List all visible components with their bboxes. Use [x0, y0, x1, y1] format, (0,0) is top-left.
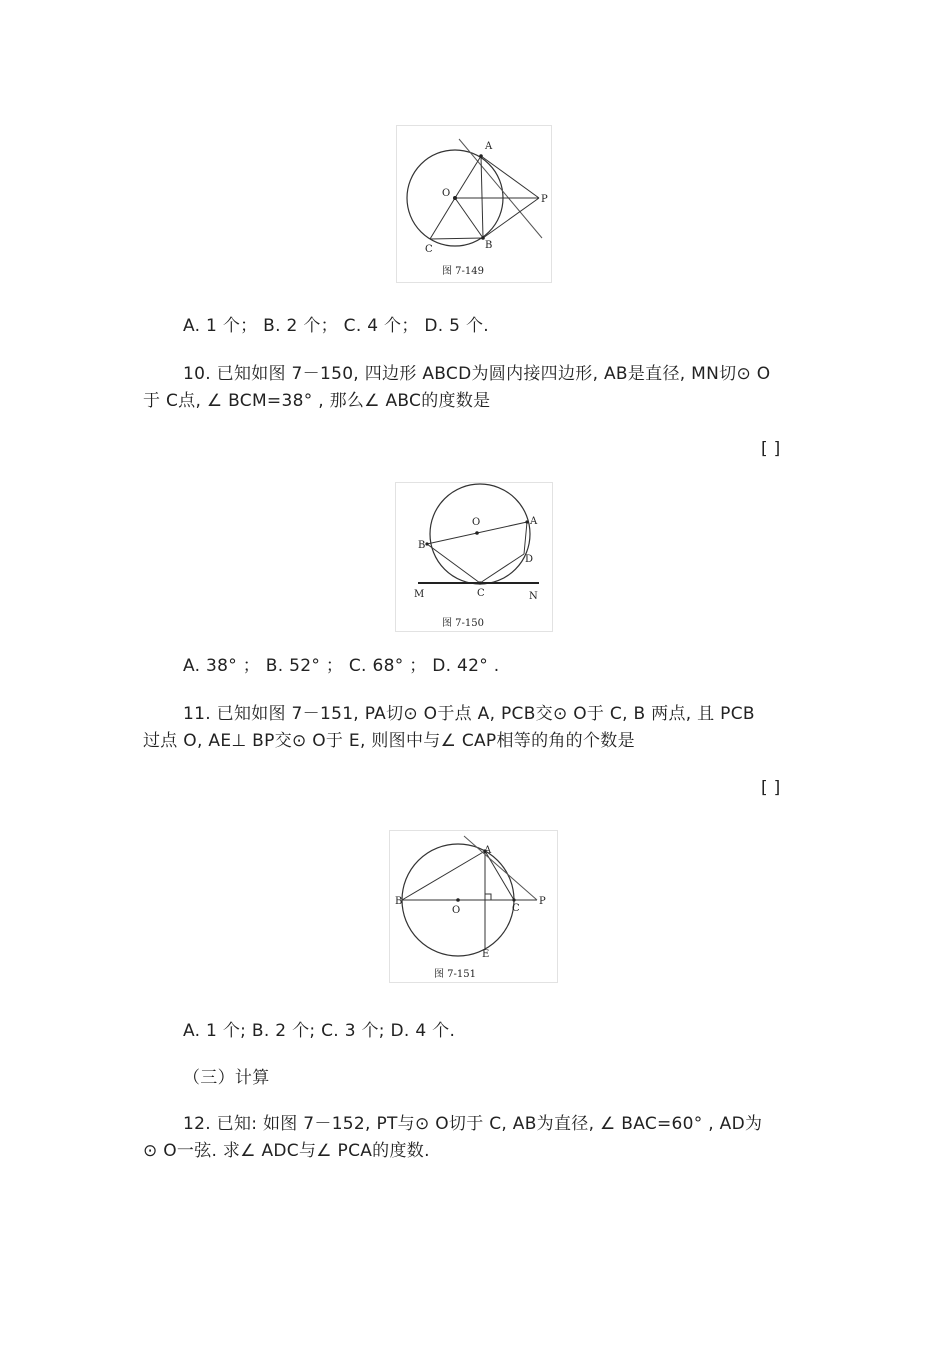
label-C: C: [512, 903, 520, 914]
figure-caption: 图 7-150: [442, 618, 485, 629]
figure-7-150: [395, 482, 553, 632]
label-B: B: [395, 896, 403, 907]
label-A: A: [530, 516, 538, 527]
figure-7-149-diagram: [397, 126, 551, 282]
answer-bracket: [ ]: [761, 778, 781, 798]
label-A: A: [485, 141, 493, 152]
section-heading: （三）计算: [183, 1068, 270, 1088]
figure-caption: 图 7-151: [434, 969, 477, 980]
question-11-options: A. 1 个; B. 2 个; C. 3 个; D. 4 个.: [183, 1021, 456, 1041]
question-10-options: A. 38° ； B. 52° ； C. 68° ； D. 42° .: [183, 656, 500, 676]
answer-bracket: [ ]: [761, 439, 781, 459]
label-P: P: [541, 194, 548, 205]
label-O: O: [452, 905, 461, 916]
label-M: M: [414, 589, 425, 600]
question-10-text-line-2: 于 C点, ∠ BCM=38° , 那么∠ ABC的度数是: [143, 391, 491, 411]
question-12-text-line-2: ⊙ O一弦. 求∠ ADC与∠ PCA的度数.: [143, 1141, 430, 1161]
label-E: E: [482, 949, 490, 960]
label-P: P: [539, 896, 546, 907]
label-N: N: [529, 591, 538, 602]
label-O: O: [472, 517, 481, 528]
label-C: C: [477, 588, 485, 599]
question-12-text-line-1: 12. 已知: 如图 7－152, PT与⊙ O切于 C, AB为直径, ∠ BAC=60° , AD为: [183, 1114, 763, 1134]
label-O: O: [442, 188, 451, 199]
figure-7-151-diagram: [390, 831, 557, 982]
label-B: B: [418, 540, 426, 551]
question-11-text-line-2: 过点 O, AE⊥ BP交⊙ O于 E, 则图中与∠ CAP相等的角的个数是: [143, 731, 635, 751]
figure-7-151: [389, 830, 558, 983]
figure-caption: 图 7-149: [442, 266, 485, 277]
label-D: D: [525, 554, 534, 565]
label-B: B: [485, 240, 493, 251]
question-10-text-line-1: 10. 已知如图 7－150, 四边形 ABCD为圆内接四边形, AB是直径, MN切⊙ O: [183, 364, 771, 384]
figure-7-150-diagram: [396, 483, 552, 631]
label-C: C: [425, 244, 433, 255]
figure-7-149: [396, 125, 552, 283]
label-A: A: [484, 845, 492, 856]
question-9-options: A. 1 个； B. 2 个； C. 4 个； D. 5 个.: [183, 316, 489, 336]
question-11-text-line-1: 11. 已知如图 7－151, PA切⊙ O于点 A, PCB交⊙ O于 C, B 两点, 且 PCB: [183, 704, 755, 724]
